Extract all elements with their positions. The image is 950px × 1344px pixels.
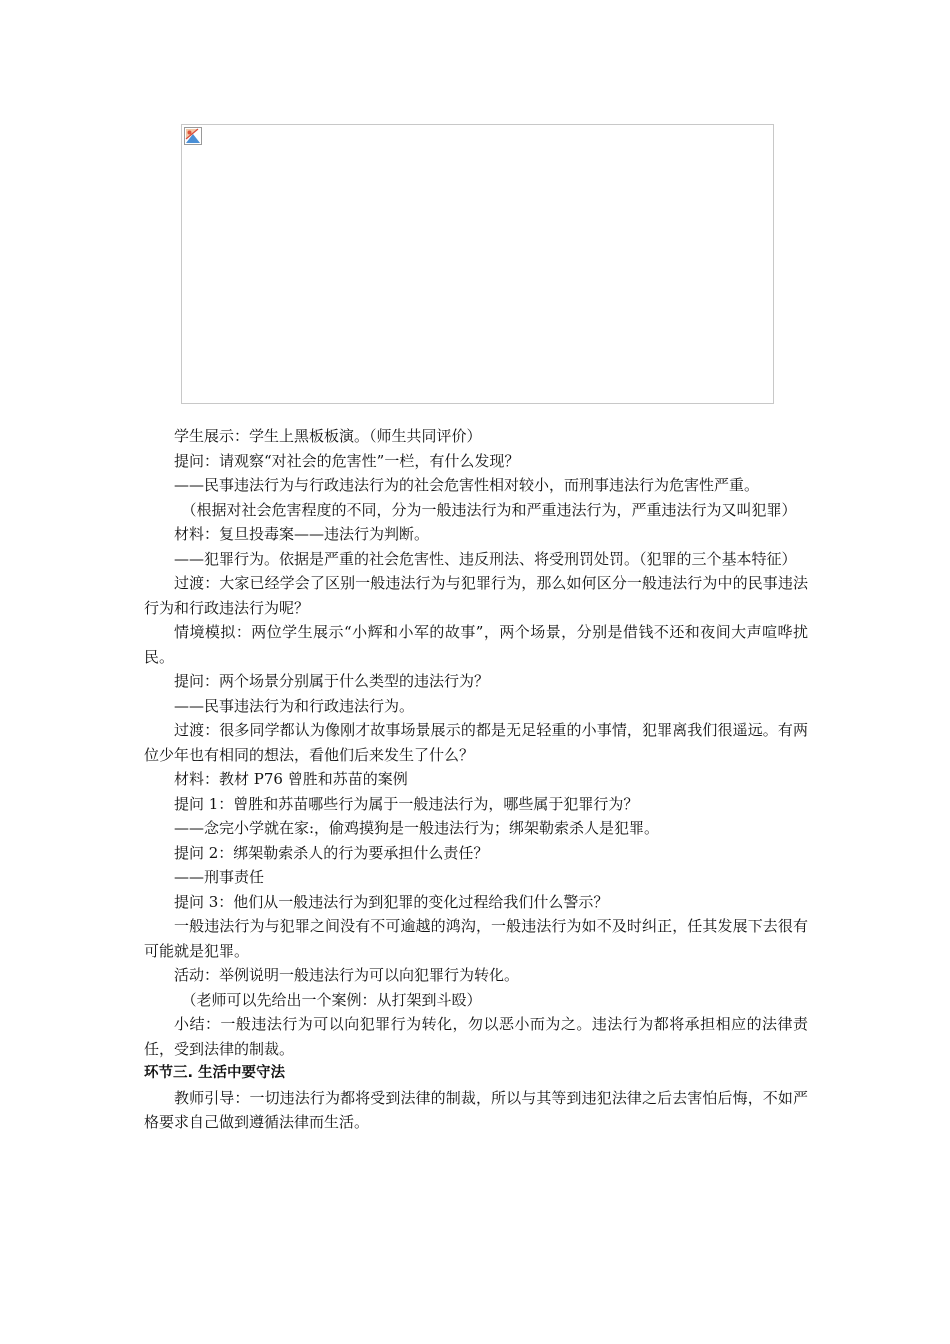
section-heading: 环节三. 生活中要守法	[144, 1065, 286, 1081]
paragraph: 提问 2：绑架勒索杀人的行为要承担什么责任？	[174, 843, 489, 862]
paragraph: （根据对社会危害程度的不同，分为一般违法行为和严重违法行为，严重违法行为又叫犯罪）	[181, 500, 797, 519]
paragraph: 提问 3：他们从一般违法行为到犯罪的变化过程给我们什么警示？	[174, 892, 609, 911]
paragraph: ——犯罪行为。依据是严重的社会危害性、违反刑法、将受刑罚处罚。（犯罪的三个基本特征）	[174, 549, 797, 568]
paragraph: 提问 1：曾胜和苏苗哪些行为属于一般违法行为，哪些属于犯罪行为？	[174, 794, 639, 813]
paragraph: 过渡：大家已经学会了区别一般违法行为与犯罪行为，那么如何区分一般违法行为中的民事违法行为和行政违法行为呢？	[144, 574, 808, 617]
paragraph: （老师可以先给出一个案例：从打架到斗殴）	[181, 990, 482, 1009]
document-body	[144, 424, 808, 1135]
image-placeholder	[181, 124, 774, 404]
paragraph: ——民事违法行为和行政违法行为。	[174, 696, 415, 715]
paragraph: ——民事违法行为与行政违法行为的社会危害性相对较小，而刑事违法行为危害性严重。	[174, 476, 760, 494]
paragraph: 活动：举例说明一般违法行为可以向犯罪行为转化。	[174, 966, 520, 984]
paragraph: 小结：一般违法行为可以向犯罪行为转化，勿以恶小而为之。违法行为都将承担相应的法律责任，受到法律的制裁。	[144, 1015, 808, 1058]
paragraph: 材料：复旦投毒案——违法行为判断。	[174, 525, 430, 543]
paragraph: ——念完小学就在家:，偷鸡摸狗是一般违法行为；绑架勒索杀人是犯罪。	[174, 819, 660, 837]
paragraph: 过渡：很多同学都认为像刚才故事场景展示的都是无足轻重的小事情，犯罪离我们很遥远。有两位少年也有相同的想法，看他们后来发生了什么？	[144, 721, 808, 764]
paragraph: 提问：两个场景分别属于什么类型的违法行为？	[174, 672, 490, 690]
paragraph: 教师引导：一切违法行为都将受到法律的制裁，所以与其等到违犯法律之后去害怕后悔，不如严格要求自己做到遵循法律而生活。	[144, 1088, 808, 1131]
paragraph: 情境模拟：两位学生展示“小辉和小军的故事”，两个场景，分别是借钱不还和夜间大声喧哗扰民。	[144, 623, 808, 666]
paragraph: 材料：教材 P76 曾胜和苏苗的案例	[174, 770, 408, 788]
paragraph: 学生展示：学生上黑板板演。（师生共同评价）	[174, 427, 482, 445]
paragraph: ——刑事责任	[174, 868, 265, 886]
paragraph: 一般违法行为与犯罪之间没有不可逾越的鸿沟，一般违法行为如不及时纠正，任其发展下去很有可能就是犯罪。	[144, 917, 808, 960]
paragraph: 提问：请观察“对社会的危害性”一栏，有什么发现？	[174, 451, 520, 470]
broken-image-icon	[184, 127, 202, 145]
